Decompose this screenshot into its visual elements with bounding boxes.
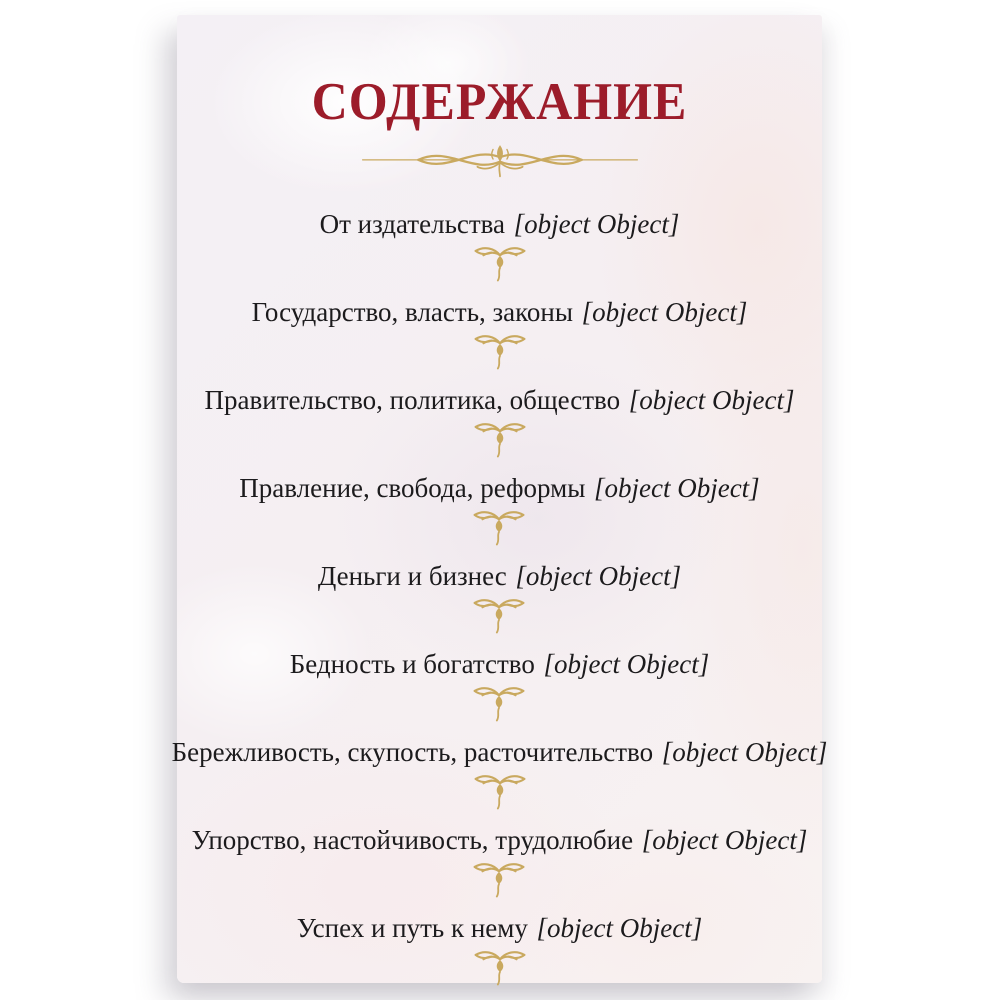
fleur-ornament-icon [466,680,532,736]
toc-entry-page-number: [object Object] [513,209,680,239]
toc-entry-label: Успех и путь к нему [296,913,528,943]
toc-entry [205,384,795,472]
fleur-ornament-icon [466,504,532,560]
toc-entry-label: Бедность и богатство [289,649,535,679]
toc-entry-page-number: [object Object] [543,649,710,679]
toc-entry-label: Деньги и бизнес [317,561,507,591]
toc-entry-line [172,736,828,768]
toc-entry-page-number: [object Object] [641,825,808,855]
toc-entry-label: Правление, свобода, реформы [239,473,586,503]
book-page [171,15,828,983]
toc-entry-page-number: [object Object] [581,297,748,327]
toc-entry-label: От издательства [319,209,506,239]
toc-entry-line [205,384,795,416]
fleur-ornament-icon [467,944,533,1000]
fleur-ornament-icon [467,768,533,824]
fleur-ornament-icon [466,856,532,912]
toc-entry-page-number: [object Object] [628,385,795,415]
toc-entry-page-number: [object Object] [661,737,828,767]
toc-entry-line [320,208,680,240]
page-title: СОДЕРЖАНИЕ [311,71,688,131]
toc-entry [290,648,709,736]
swirl-divider-icon [340,127,660,184]
toc-entry-line [297,912,702,944]
fleur-ornament-icon [467,416,533,472]
fleur-ornament-icon [467,328,533,384]
toc-entry-page-number: [object Object] [536,913,703,943]
toc-entry [320,208,680,296]
toc-entry-line [239,472,759,504]
toc-entry [318,560,681,648]
toc-entry-page-number: [object Object] [515,561,682,591]
toc-entry-label: Государство, власть, законы [251,297,573,327]
toc-list [171,208,828,1000]
toc-entry [297,912,702,1000]
toc-entry-page-number: [object Object] [593,473,760,503]
toc-entry-label: Упорство, настойчивость, трудолюбие [191,825,634,855]
fleur-ornament-icon [467,240,533,296]
toc-entry-line [290,648,709,680]
fleur-ornament-icon [466,592,532,648]
toc-entry-line [252,296,748,328]
toc-entry-line [318,560,681,592]
toc-entry [172,736,828,824]
toc-entry-label: Бережливость, скупость, расточительство [171,737,654,767]
toc-entry [252,296,748,384]
toc-entry-line [192,824,808,856]
toc-entry [239,472,759,560]
toc-entry [192,824,808,912]
toc-entry-label: Правительство, политика, общество [204,385,621,415]
